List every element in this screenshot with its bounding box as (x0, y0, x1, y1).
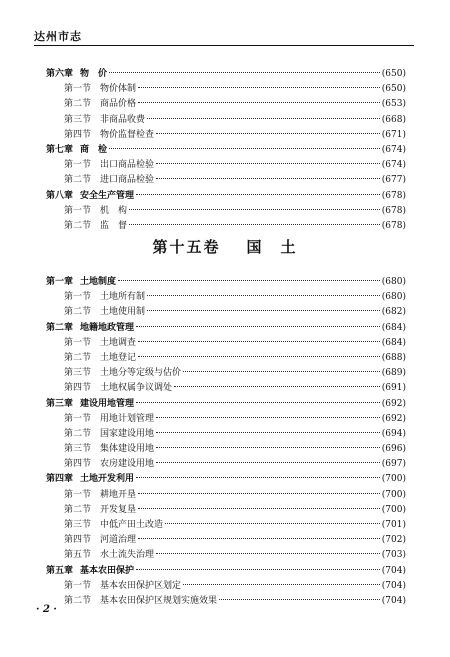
entry-title: 安全生产管理 (80, 190, 135, 201)
toc-section-entry (46, 488, 406, 503)
entry-number: 第六章 (46, 69, 74, 79)
toc-chapter-entry (46, 397, 406, 412)
entry-number: 第三节 (64, 368, 92, 379)
entry-title: 物价监督检查 (100, 129, 155, 140)
volume-number: 第十五卷 (152, 238, 221, 256)
entry-number: 第二节 (64, 307, 92, 318)
entry-number: 第一章 (46, 277, 74, 287)
entry-page: (671) (381, 129, 406, 140)
dot-leader (138, 538, 380, 539)
entry-number: 第四节 (64, 535, 92, 546)
dot-leader (138, 508, 380, 509)
entry-number: 第四节 (64, 459, 92, 470)
entry-number: 第二节 (64, 504, 92, 515)
entry-page: (700) (381, 474, 406, 485)
entry-title: 土地使用制 (100, 307, 146, 318)
entry-page: (692) (381, 398, 406, 409)
dot-leader (109, 148, 380, 149)
entry-title: 水土流失治理 (100, 550, 155, 561)
toc-section-entry (46, 128, 406, 143)
toc-section-entry (46, 381, 406, 396)
dot-leader (138, 356, 380, 357)
entry-title: 物 价 (80, 69, 108, 79)
entry-page: (678) (381, 220, 406, 231)
dot-leader (183, 371, 380, 372)
entry-title: 建设用地管理 (80, 398, 135, 409)
toc-section-entry (46, 158, 406, 173)
dot-leader (138, 493, 380, 494)
dot-leader (156, 163, 380, 164)
entry-title: 中低产田土改造 (100, 520, 164, 530)
toc-section-entry (46, 97, 406, 112)
dot-leader (147, 118, 380, 119)
entry-page: (680) (381, 277, 406, 287)
entry-title: 河道治理 (100, 535, 137, 546)
entry-title: 非商品收费 (100, 114, 146, 125)
entry-number: 第四章 (46, 474, 74, 485)
entry-page: (653) (381, 99, 406, 110)
entry-page: (674) (381, 160, 406, 171)
toc-section-entry (46, 548, 406, 563)
dot-leader (156, 133, 380, 134)
dot-leader (165, 523, 380, 524)
toc-section-entry (46, 336, 406, 351)
toc-section-entry (46, 533, 406, 548)
toc-chapter-entry (46, 275, 406, 290)
entry-number: 第一节 (64, 205, 92, 216)
entry-number: 第一节 (64, 160, 92, 171)
dot-leader (147, 295, 380, 296)
entry-page: (677) (381, 175, 406, 186)
entry-page: (704) (381, 580, 406, 591)
entry-page: (682) (381, 307, 406, 318)
dot-leader (138, 341, 380, 342)
entry-title: 土地分等定级与估价 (100, 368, 182, 379)
dot-leader (138, 87, 380, 88)
entry-number: 第三节 (64, 114, 92, 125)
entry-title: 基本农田保护 (80, 565, 135, 576)
toc-chapter-entry (46, 189, 406, 204)
entry-title: 出口商品检验 (100, 160, 155, 171)
entry-page: (684) (381, 337, 406, 348)
toc-chapter-entry (46, 321, 406, 336)
dot-leader (156, 432, 380, 433)
entry-number: 第一节 (64, 413, 92, 424)
entry-number: 第七章 (46, 144, 74, 155)
toc-section-entry (46, 351, 406, 366)
entry-title: 商 检 (80, 144, 108, 155)
entry-page: (668) (381, 114, 406, 125)
entry-title: 物价体制 (100, 84, 137, 95)
toc-section-entry (46, 412, 406, 427)
toc-section-entry (46, 204, 406, 219)
entry-title: 土地登记 (100, 352, 137, 363)
dot-leader (136, 326, 380, 327)
dot-leader (136, 569, 380, 570)
entry-page: (702) (381, 535, 406, 546)
dot-leader (156, 462, 380, 463)
entry-number: 第一节 (64, 489, 92, 500)
dot-leader (138, 102, 380, 103)
entry-page: (684) (381, 322, 406, 333)
entry-title: 基本农田保护区规划实施效果 (100, 595, 218, 606)
toc-section-entry (46, 427, 406, 442)
dot-leader (129, 209, 380, 210)
entry-page: (680) (381, 292, 406, 303)
dot-leader (156, 447, 380, 448)
entry-title: 机 构 (100, 205, 128, 216)
toc-section-entry (46, 113, 406, 128)
entry-page: (694) (381, 428, 406, 439)
entry-number: 第四节 (64, 383, 92, 394)
toc-chapter-entry (46, 472, 406, 487)
entry-title: 集体建设用地 (100, 444, 155, 455)
entry-number: 第四节 (64, 129, 92, 140)
toc-section-entry (46, 503, 406, 518)
entry-number: 第五节 (64, 550, 92, 561)
entry-number: 第一节 (64, 580, 92, 591)
entry-number: 第三节 (64, 520, 92, 530)
entry-page: (688) (381, 352, 406, 363)
toc-section-entry (46, 518, 406, 533)
book-title: 达州市志 (34, 30, 82, 43)
entry-number: 第二节 (64, 595, 92, 606)
dot-leader (219, 599, 380, 600)
dot-leader (136, 477, 380, 478)
toc-section-entry (46, 579, 406, 594)
entry-page: (703) (381, 550, 406, 561)
entry-number: 第二节 (64, 99, 92, 110)
toc-lower-list (46, 275, 406, 609)
page-number: · 2 · (36, 604, 57, 615)
entry-page: (689) (381, 368, 406, 379)
dot-leader (156, 553, 380, 554)
entry-title: 商品价格 (100, 99, 137, 110)
entry-title: 土地所有制 (100, 292, 146, 303)
toc-section-entry (46, 442, 406, 457)
dot-leader (136, 194, 380, 195)
entry-page: (674) (381, 144, 406, 155)
entry-page: (691) (381, 383, 406, 394)
entry-number: 第三节 (64, 444, 92, 455)
entry-title: 土地权属争议调处 (100, 383, 173, 394)
volume-heading (0, 236, 450, 257)
entry-title: 监 督 (100, 220, 128, 231)
entry-title: 土地制度 (80, 277, 117, 287)
entry-number: 第一节 (64, 292, 92, 303)
entry-page: (704) (381, 595, 406, 606)
entry-title: 地籍地政管理 (80, 322, 135, 333)
dot-leader (174, 386, 380, 387)
entry-number: 第三章 (46, 398, 74, 409)
entry-title: 耕地开垦 (100, 489, 137, 500)
toc-section-entry (46, 457, 406, 472)
entry-title: 农房建设用地 (100, 459, 155, 470)
dot-leader (118, 280, 380, 281)
header-rule (34, 45, 414, 46)
toc-section-entry (46, 290, 406, 305)
entry-number: 第二节 (64, 428, 92, 439)
entry-page: (700) (381, 504, 406, 515)
entry-number: 第二节 (64, 175, 92, 186)
entry-title: 土地开发利用 (80, 474, 135, 485)
entry-page: (692) (381, 413, 406, 424)
entry-title: 用地计划管理 (100, 413, 155, 424)
entry-page: (701) (381, 520, 406, 530)
dot-leader (147, 310, 380, 311)
dot-leader (109, 72, 380, 73)
dot-leader (156, 417, 380, 418)
entry-page: (704) (381, 565, 406, 576)
toc-section-entry (46, 173, 406, 188)
entry-number: 第二章 (46, 322, 74, 333)
entry-title: 基本农田保护区划定 (100, 580, 182, 591)
entry-number: 第二节 (64, 220, 92, 231)
volume-name: 国 土 (246, 238, 298, 256)
entry-page: (696) (381, 444, 406, 455)
entry-page: (650) (381, 84, 406, 95)
dot-leader (136, 402, 380, 403)
toc-section-entry (46, 82, 406, 97)
entry-page: (700) (381, 489, 406, 500)
entry-number: 第八章 (46, 190, 74, 201)
dot-leader (129, 224, 380, 225)
toc-chapter-entry (46, 564, 406, 579)
entry-page: (697) (381, 459, 406, 470)
entry-page: (650) (381, 69, 406, 79)
toc-chapter-entry (46, 143, 406, 158)
entry-title: 土地调查 (100, 337, 137, 348)
entry-number: 第一节 (64, 337, 92, 348)
entry-title: 开发复垦 (100, 504, 137, 515)
toc-section-entry (46, 594, 406, 609)
entry-number: 第二节 (64, 352, 92, 363)
entry-page: (678) (381, 205, 406, 216)
dot-leader (183, 584, 380, 585)
toc-section-entry (46, 366, 406, 381)
toc-section-entry (46, 219, 406, 234)
entry-number: 第五章 (46, 565, 74, 576)
running-header (34, 22, 414, 43)
entry-title: 进口商品检验 (100, 175, 155, 186)
entry-number: 第一节 (64, 84, 92, 95)
toc-upper-list (46, 67, 406, 234)
entry-title: 国家建设用地 (100, 428, 155, 439)
toc-section-entry (46, 305, 406, 320)
entry-page: (678) (381, 190, 406, 201)
toc-chapter-entry (46, 67, 406, 82)
dot-leader (156, 178, 380, 179)
